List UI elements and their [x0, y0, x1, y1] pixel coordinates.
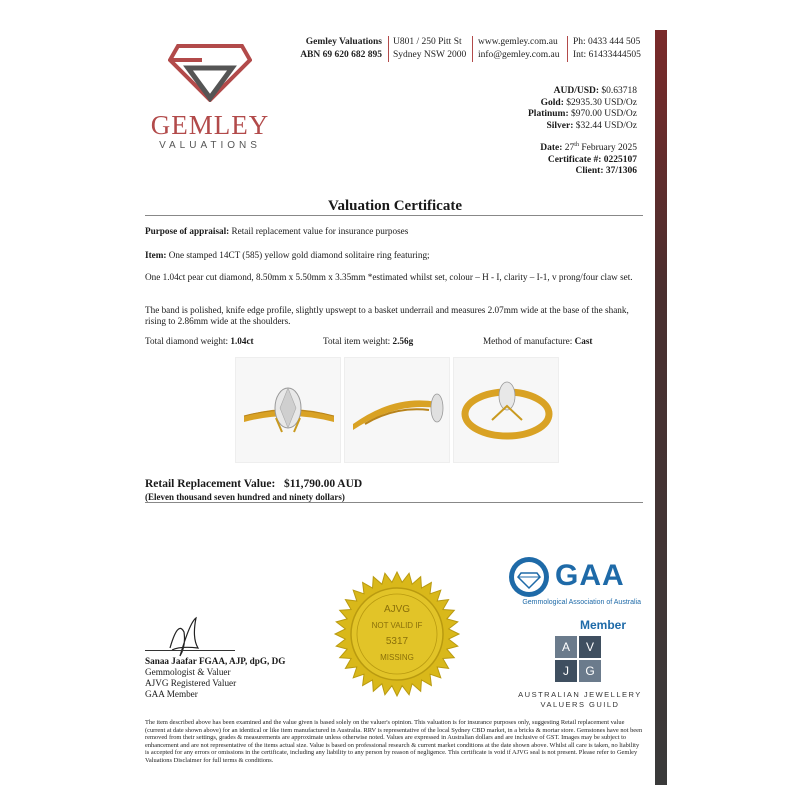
retail-value — [145, 478, 362, 490]
title-divider — [145, 215, 643, 216]
item-weight — [323, 336, 413, 346]
header-phone — [567, 36, 647, 62]
phone-number: Ph: 0433 444 505 — [573, 37, 641, 47]
silver-value: $32.44 USD/Oz — [575, 120, 637, 131]
ajvg-a: A — [555, 636, 577, 658]
page-title: Valuation Certificate — [327, 198, 462, 214]
retail-value-label: Retail Replacement Value: — [145, 478, 276, 490]
platinum-value: $970.00 USD/Oz — [571, 109, 637, 119]
value-divider — [145, 502, 643, 503]
gold-label: Gold: — [540, 97, 564, 108]
ajvg-g: G — [579, 660, 601, 682]
ajvg-logo — [555, 636, 605, 686]
intl-phone-number: Int: 61433444505 — [573, 50, 641, 60]
item-text: One stamped 14CT (585) yellow gold diamond solitaire ring featuring; — [168, 250, 430, 260]
diamond-weight — [145, 336, 254, 346]
certificate-number: 0225107 — [603, 154, 637, 165]
gaa-logo — [503, 555, 643, 615]
gaa-member-label: Member — [580, 618, 627, 632]
header-web — [472, 36, 564, 62]
diamond-logo-icon — [168, 40, 252, 102]
seal-line-3: 5317 — [385, 636, 409, 647]
website-link[interactable]: www.gemley.com.au — [478, 37, 558, 47]
method-value: Cast — [574, 336, 593, 346]
signer-name: Sanaa Jaafar FGAA, AJP, dpG, DG — [145, 656, 286, 666]
platinum-label: Platinum: — [528, 109, 569, 119]
ajvg-v: V — [579, 636, 601, 658]
silver-label: Silver: — [546, 120, 574, 131]
retail-value-amount: $11,790.00 AUD — [283, 478, 363, 490]
purpose-line — [145, 226, 643, 237]
diamond-weight-label: Total diamond weight: — [145, 336, 229, 346]
gaa-emblem-icon — [507, 555, 551, 599]
retail-value-words: (Eleven thousand seven hundred and ninety dollars) — [145, 492, 345, 502]
item-line — [145, 250, 643, 261]
diamond-description: One 1.04ct pear cut diamond, 8.50mm x 5.50mm x 3.35mm *estimated whilst set, colour – H - I, clarity – I-1, v prong/four claw set. — [145, 272, 633, 282]
signer-block — [145, 656, 285, 700]
ajvg-caption-2: VALUERS GUILD — [540, 700, 620, 709]
decorative-edge-bar — [655, 30, 667, 785]
method-label: Method of manufacture: — [483, 336, 573, 346]
email-link[interactable]: info@gemley.com.au — [478, 50, 560, 60]
manufacture-method — [483, 336, 592, 346]
brand-subtitle: VALUATIONS — [159, 140, 261, 151]
client-label: Client: — [575, 166, 604, 177]
ring-photo-front — [235, 357, 341, 463]
signer-role-2: AJVG Registered Valuer — [145, 678, 237, 688]
purpose-label: Purpose of appraisal: — [145, 226, 230, 236]
signature — [150, 612, 250, 662]
signature-line — [145, 650, 235, 651]
band-description: The band is polished, knife edge profile, slightly upswept to a basket underrail and measures 2.07mm wide at the base of the shank, rising to 2.86mm wide at the shoulders. — [145, 305, 629, 326]
ajvg-seal — [333, 570, 461, 698]
ajvg-caption-1: AUSTRALIAN JEWELLERY — [518, 690, 642, 699]
aud-label: AUD/USD: — [553, 86, 599, 96]
gold-value: $2935.30 USD/Oz — [566, 97, 637, 108]
date-suffix: th — [574, 142, 579, 148]
item-weight-value: 2.56g — [392, 336, 414, 346]
metal-rates — [500, 86, 637, 132]
ring-photo-top — [453, 357, 559, 463]
certificate-label: Certificate #: — [547, 154, 602, 165]
aud-value: $0.63718 — [601, 86, 637, 96]
gold-seal-icon — [333, 570, 461, 698]
seal-line-4: MISSING — [380, 653, 414, 662]
header-company — [294, 36, 382, 62]
ajvg-caption — [515, 690, 645, 710]
seal-line-2: NOT VALID IF — [371, 621, 423, 630]
seal-line-1: AJVG — [383, 604, 411, 615]
signature-icon — [150, 612, 250, 662]
date-day: 27 — [564, 143, 575, 154]
signer-role-3: GAA Member — [145, 689, 198, 699]
address-line-1: U801 / 250 Pitt St — [393, 37, 462, 47]
ring-photo-side — [344, 357, 450, 463]
signer-role-1: Gemmologist & Valuer — [145, 667, 231, 677]
address-line-2: Sydney NSW 2000 — [393, 50, 467, 60]
certificate-meta — [500, 140, 637, 178]
company-abn: ABN 69 620 682 895 — [300, 50, 382, 60]
client-number: 37/1306 — [605, 166, 637, 177]
gaa-subtitle: Gemmological Association of Australia — [522, 599, 641, 606]
date-rest: February 2025 — [581, 143, 637, 154]
item-label: Item: — [145, 250, 167, 260]
date-label: Date: — [540, 143, 563, 154]
diamond-weight-value: 1.04ct — [230, 336, 254, 346]
disclaimer: The item described above has been examined and the value given is based solely on the valuer's opinion. This valuation is for insurance purposes only, suggesting Retail replacement value (current at date shown above) for an identical or like item manufactured in Australia. RRV is representative of the local Sydney CBD market, in a bricks & mortar store. Gemstones have not been removed from their settings, grades & measurements are approximate unless otherwise noted. Values are expressed in Australian dollars and are inclusive of GST. Images may be subject to enhancement and are not representative of the items actual size. Value is based on professional research & current market conditions at the date shown above. Whilst all care is taken, no liability is accepted for any errors or omissions in the certificate, including any liability to any person by reason of negligence. This certificate is void if AJVG seal is not present. Please refer to Gemley Valuations Disclaimer for full terms & conditions. — [145, 719, 643, 764]
item-weight-label: Total item weight: — [323, 336, 391, 346]
header-address — [388, 36, 468, 62]
gaa-name: GAA — [555, 559, 625, 592]
company-name: Gemley Valuations — [305, 37, 382, 47]
brand-name: GEMLEY — [150, 110, 270, 140]
gemley-logo — [140, 40, 280, 160]
purpose-text: Retail replacement value for insurance purposes — [231, 226, 409, 236]
ajvg-j: J — [555, 660, 577, 682]
